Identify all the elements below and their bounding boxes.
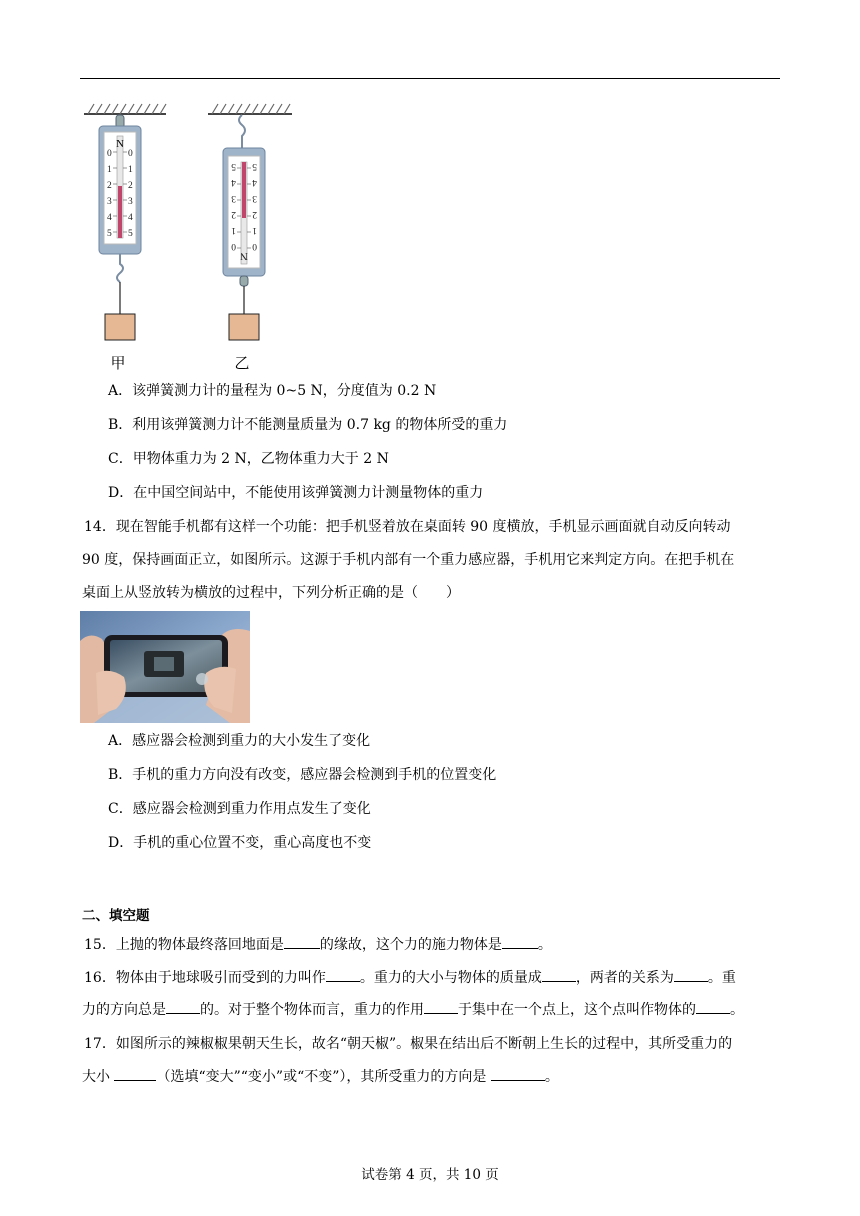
tick-label: 5 [107, 229, 112, 239]
q14-option-d: D．手机的重心位置不变，重心高度也不变 [108, 835, 372, 851]
q16-line2 [82, 999, 744, 1021]
tick-label: 5 [128, 229, 133, 239]
answer-blank[interactable] [326, 967, 360, 982]
answer-blank[interactable] [114, 1066, 156, 1081]
tick-label: 4 [107, 213, 112, 223]
spring-scale-jia [84, 104, 166, 372]
q15-text: 的缘故，这个力的施力物体是 [319, 937, 502, 953]
q13-option-a: A．该弹簧测力计的量程为 0~5 N，分度值为 0.2 N [108, 383, 437, 399]
header-rule [80, 78, 780, 79]
tick-label: 2 [128, 181, 133, 191]
answer-blank[interactable] [491, 1066, 545, 1081]
q17-text: 大小 [82, 1069, 115, 1085]
q16-text: 力的方向总是 [82, 1002, 166, 1018]
answer-blank[interactable] [542, 967, 576, 982]
answer-blank[interactable] [502, 934, 538, 949]
q16-text: ，两者的关系为 [575, 970, 674, 986]
tick-label: 2 [252, 209, 257, 219]
q15-line [84, 934, 552, 956]
q16-text: 。重力的大小与物体的质量成 [359, 970, 542, 986]
tick-label: 2 [107, 181, 112, 191]
answer-blank[interactable] [284, 934, 320, 949]
answer-blank[interactable] [674, 967, 708, 982]
q14-stem-line2: 90 度，保持画面正立，如图所示。这源于手机内部有一个重力感应器，手机用它来判定方向。在把手机在 [82, 552, 735, 568]
scale-unit-label: N [116, 138, 124, 150]
tick-label: 2 [231, 209, 236, 219]
tick-label: 3 [231, 193, 236, 203]
q13-option-d: D．在中国空间站中，不能使用该弹簧测力计测量物体的重力 [108, 485, 484, 501]
scale-unit-label: N [240, 250, 248, 262]
label-jia: 甲 [110, 354, 126, 372]
tick-label: 3 [107, 197, 112, 207]
q15-text: 。 [537, 937, 552, 953]
q17-line1: 17．如图所示的辣椒椒果朝天生长，故名“朝天椒”。椒果在结出后不断朝上生长的过程中，其所受重力的 [84, 1036, 733, 1052]
q15-text: 15．上抛的物体最终落回地面是 [84, 937, 284, 953]
tick-label: 1 [128, 165, 133, 175]
tick-label: 0 [231, 241, 236, 251]
answer-blank[interactable] [166, 999, 200, 1014]
answer-blank[interactable] [424, 999, 458, 1014]
page-footer: 试卷第 4 页，共 10 页 [361, 1167, 499, 1183]
answer-blank[interactable] [696, 999, 730, 1014]
tick-label: 0 [252, 241, 257, 251]
tick-label: 3 [252, 193, 257, 203]
tick-label: 4 [231, 177, 236, 187]
q13-option-b: B．利用该弹簧测力计不能测量质量为 0.7 kg 的物体所受的重力 [108, 417, 508, 433]
tick-label: 5 [252, 161, 257, 171]
q16-text: 16．物体由于地球吸引而受到的力叫作 [84, 970, 326, 986]
q14-option-c: C．感应器会检测到重力作用点发生了变化 [108, 801, 371, 817]
q16-line1 [84, 967, 736, 989]
tick-label: 0 [107, 149, 112, 159]
q16-text: 。重 [707, 970, 736, 986]
tick-label: 4 [128, 213, 133, 223]
tick-label: 0 [128, 149, 133, 159]
section-title: 二、填空题 [82, 908, 150, 924]
q16-text: 于集中在一个点上，这个点叫作物体的 [458, 1002, 696, 1018]
phone-photo [80, 611, 250, 723]
q17-line2 [82, 1066, 559, 1088]
spring-scale-yi [208, 104, 292, 372]
spring-scales-figure [82, 102, 297, 377]
q17-text: （选填“变大”“变小”或“不变”），其所受重力的方向是 [156, 1069, 491, 1085]
tick-label: 1 [252, 225, 257, 235]
tick-label: 5 [231, 161, 236, 171]
q14-option-b: B．手机的重力方向没有改变，感应器会检测到手机的位置变化 [108, 767, 497, 783]
q16-text: 的。对于整个物体而言，重力的作用 [200, 1002, 424, 1018]
tick-label: 3 [128, 197, 133, 207]
tick-label: 4 [252, 177, 257, 187]
q14-stem-line1: 14．现在智能手机都有这样一个功能：把手机竖着放在桌面转 90 度横放，手机显示画面就自动反向转动 [84, 519, 731, 535]
tick-label: 1 [107, 165, 112, 175]
q14-option-a: A．感应器会检测到重力的大小发生了变化 [108, 733, 371, 749]
label-yi: 乙 [234, 354, 250, 372]
q17-text: 。 [544, 1069, 559, 1085]
tick-label: 1 [231, 225, 236, 235]
q13-option-c: C．甲物体重力为 2 N，乙物体重力大于 2 N [108, 451, 389, 467]
q16-text: 。 [730, 1002, 744, 1018]
q14-stem-line3: 桌面上从竖放转为横放的过程中，下列分析正确的是（ ） [82, 585, 460, 601]
